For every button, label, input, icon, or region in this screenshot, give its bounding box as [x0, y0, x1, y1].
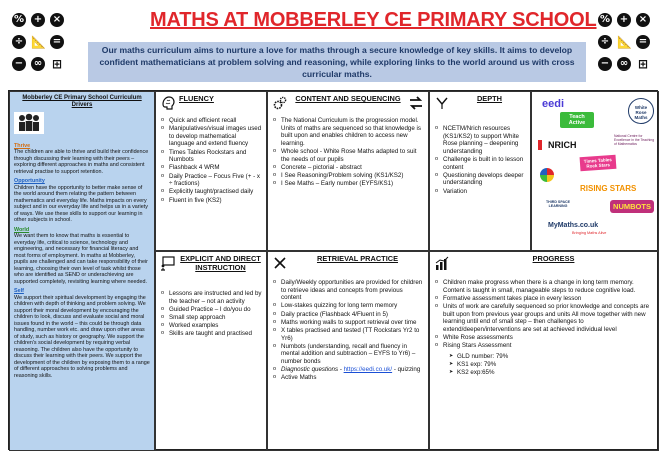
list-item: o Low-stakes quizzing for long term memory: [272, 302, 424, 310]
numbots-logo: NUMBOTS: [610, 200, 654, 213]
list-item: o Skills are taught and practised: [160, 330, 262, 338]
infinity-icon: ∞: [617, 57, 631, 71]
list-item: o Fluent in five (KS2): [160, 197, 262, 205]
list-item: o I See Maths – Early number (EYFS/KS1): [272, 180, 424, 188]
nrich-logo: NRICH: [538, 140, 577, 150]
list-item: o Daily Practice – Focus Five (+ - x ÷ fractions): [160, 173, 262, 188]
content-list: [272, 117, 424, 188]
ttrs-logo: Times Tables Rock Stars: [580, 155, 617, 171]
plus-icon: +: [31, 13, 45, 27]
list-item: o Maths working walls to support retrieval over time: [272, 319, 424, 327]
list-item: o The National Curriculum is the progression model. Units of maths are sequenced so that knowledge is built upon and enables children to access new learning.: [272, 117, 424, 147]
teach-active-logo: Teach Active: [560, 112, 594, 128]
list-item: o Small step approach: [160, 314, 262, 322]
depth-panel: [429, 91, 531, 251]
list-item: o Rising Stars Assessment: [434, 342, 654, 350]
plus-icon: +: [617, 13, 631, 27]
depth-list: [434, 125, 526, 195]
eedi-logo: eedi: [542, 98, 565, 110]
grid-icon: ⊞: [637, 57, 649, 71]
driver-thrive-text: The children are able to thrive and build their confidence through discussing their learning with their peers – exploring different approaches in maths and consistent retrieval practise to support retention.: [14, 149, 149, 175]
progress-stats: [434, 353, 654, 377]
divide-icon: ÷: [12, 35, 26, 49]
list-item: o X tables practised and tested (TT Rockstars Yr2 to Yr6): [272, 327, 424, 342]
brain-icon: [160, 95, 176, 111]
maths-icons-left: [12, 13, 64, 75]
percent-icon: %: [13, 14, 25, 25]
list-item: o Times Tables Rockstars and Numbots: [160, 149, 262, 164]
driver-self-text: We support their spiritual development by engaging the children with depth of thinking and problem solving. We support their moral development by encouraging the children to look, discuss and evaluate social and moral issues found in the world – this could be through data handling, number work etc. and draw upon other areas of study, such as history or geography. We support the children's social development by requiring verbal reasoning. The children also have the opportunity to discuss their learning with their peers. We support the development of the children by exposing them to a range of different approaches to solving problems and reasoning skills.: [14, 294, 150, 379]
swap-arrows-icon: [408, 95, 424, 111]
curriculum-drivers-panel: [9, 91, 155, 451]
list-item: o Active Maths: [272, 374, 424, 382]
eedi-link[interactable]: https://eedi.co.uk/: [343, 366, 393, 374]
list-item: o Daily/Weekly opportunities are provided for children to retrieve ideas and concepts from previous content: [272, 279, 424, 302]
stat-item: ➤ KS2 exp:65%: [448, 369, 654, 377]
diagnostic-separator: -: [338, 366, 344, 374]
mymaths-tagline: Bringing Maths Alive: [572, 231, 607, 235]
minus-icon: −: [598, 57, 612, 71]
progress-list: [434, 279, 654, 350]
list-item: o Whole school - White Rose Maths adapted to suit the needs of our pupils: [272, 148, 424, 163]
curriculum-aims-banner: Our maths curriculum aims to nurture a love for maths through a secure knowledge of key skills. It aims to develop confident mathematicians at problem solving and reasoning, while exploring links to the world around us with cross curricular maths.: [88, 42, 586, 82]
list-item: o Numbots (understanding, recall and fluency in mental addition and subtraction – EYFS to Yr6) – number bonds: [272, 343, 424, 366]
multiply-icon: ×: [636, 13, 650, 27]
divide-icon: ÷: [598, 35, 612, 49]
list-item: o Variation: [434, 188, 526, 196]
retrieval-title: RETRIEVAL PRACTICE: [316, 254, 399, 263]
fluency-list: [160, 117, 262, 204]
depth-arrow-icon: [434, 95, 450, 111]
whiteboard-icon: [160, 255, 176, 271]
equals-icon: =: [636, 35, 650, 49]
rising-stars-logo: RISING STARS: [580, 184, 637, 193]
curriculum-grid: [8, 90, 658, 450]
driver-opportunity-title: Opportunity: [14, 178, 45, 184]
third-space-learning-logo: THIRD SPACE LEARNING: [545, 200, 571, 208]
stat-item: ➤ GLD number: 79%: [448, 353, 654, 361]
list-item: o Lessons are instructed and led by the teacher – not an activity: [160, 290, 262, 305]
ruler-icon: 📐: [31, 35, 46, 49]
driver-thrive-title: Thrive: [14, 142, 31, 149]
list-item: o Explicitly taught/practised daily: [160, 188, 262, 196]
retrieval-practice-panel: [267, 251, 429, 451]
diagnostic-label: Diagnostic questions: [281, 366, 339, 374]
fluency-title: FLUENCY: [179, 94, 214, 103]
ruler-icon: 📐: [617, 35, 632, 49]
page-title: MATHS AT MOBBERLEY CE PRIMARY SCHOOL: [150, 9, 597, 31]
list-item: o Guided Practice – I do/you do: [160, 306, 262, 314]
gears-icon: [272, 95, 288, 111]
driver-world-title: World: [14, 226, 30, 233]
list-item: o Daily practice (Flashback 4/Fluent in 5): [272, 311, 424, 319]
list-item: o Quick and efficient recall: [160, 117, 262, 125]
list-item: o Formative assessment takes place in every lesson: [434, 295, 654, 303]
progress-panel: [429, 251, 659, 451]
list-item-diagnostic: [272, 366, 424, 374]
list-item: o Concrete – pictorial - abstract: [272, 164, 424, 172]
retrieval-list: [272, 279, 424, 382]
list-item: o I See Reasoning/Problem solving (KS1/KS2): [272, 172, 424, 180]
list-item: o White Rose assessments: [434, 334, 654, 342]
percent-icon: %: [599, 14, 611, 25]
explicit-instruction-panel: [155, 251, 267, 451]
driver-world-text: We want them to know that maths is essential to everyday life, critical to science, technology and engineering, and necessary for financial literacy and most forms of employment. In maths at Mobberley, pupils are challenged and can take responsibility of their learning, choosing their own level of task whilst those who are identified as SEND or underachieving are supported completely, revisiting learning where needed.: [14, 233, 148, 285]
progress-title: PROGRESS: [532, 254, 575, 263]
fluency-panel: [155, 91, 267, 251]
mymaths-logo: MyMaths.co.uk: [548, 222, 599, 229]
multiply-icon: ×: [50, 13, 64, 27]
resource-logos-panel: [531, 91, 659, 251]
list-item: o Questioning develops deeper understanding: [434, 172, 526, 187]
list-item: o Manipulatives/visual images used to develop mathematical language and extend fluency: [160, 125, 262, 148]
white-rose-maths-logo: White Rose Maths: [628, 98, 654, 124]
diagnostic-suffix: - quizzing: [392, 366, 421, 374]
depth-title: DEPTH: [476, 94, 503, 103]
explicit-title: EXPLICIT AND DIRECT INSTRUCTION: [180, 254, 261, 272]
people-group-icon: [14, 112, 44, 134]
stat-item: ➤ KS1 exp: 79%: [448, 361, 654, 369]
content-title: CONTENT AND SEQUENCING: [295, 94, 401, 103]
list-item: o Worked examples: [160, 322, 262, 330]
list-item: o Flashback 4 WRM: [160, 164, 262, 172]
driver-self-title: Self: [14, 288, 24, 294]
grid-icon: ⊞: [51, 57, 63, 71]
drivers-heading: Mobberley CE Primary School Curriculum Drivers: [22, 95, 142, 108]
list-item: o Challenge is built in to lesson content: [434, 156, 526, 171]
explicit-list: [160, 290, 262, 338]
maths-icons-right: [598, 13, 650, 75]
content-sequencing-panel: [267, 91, 429, 251]
cross-icon: [272, 255, 288, 271]
list-item: o NCETM/Nrich resources (KS1/KS2) to support White Rose planning – deepening understanding: [434, 125, 526, 155]
equals-icon: =: [50, 35, 64, 49]
list-item: o Children make progress when there is a change in long term memory. Content is taught in small, manageable steps to reduce cognitive load.: [434, 279, 654, 294]
ncetm-logo: National Centre for Excellence in the Teaching of Mathematics: [614, 134, 655, 146]
infinity-icon: ∞: [31, 57, 45, 71]
driver-opportunity-text: Children have the opportunity to better make sense of the world around them relating the pattern between mathematics and everyday life. Maths impacts on every subject and in our everyday life and helps us in a variety of ways. We use these skills to support our learning in other subjects in school.: [14, 184, 148, 223]
color-wheel-logo: [540, 168, 554, 182]
bar-chart-icon: [434, 255, 450, 271]
minus-icon: −: [12, 57, 26, 71]
list-item: o Units of work are carefully sequenced so prior knowledge and concepts are built upon from previous year groups and units All move together with new learning until end of small step – then challenges to extend/deepen/interventions are set at achieved individual level: [434, 303, 654, 333]
